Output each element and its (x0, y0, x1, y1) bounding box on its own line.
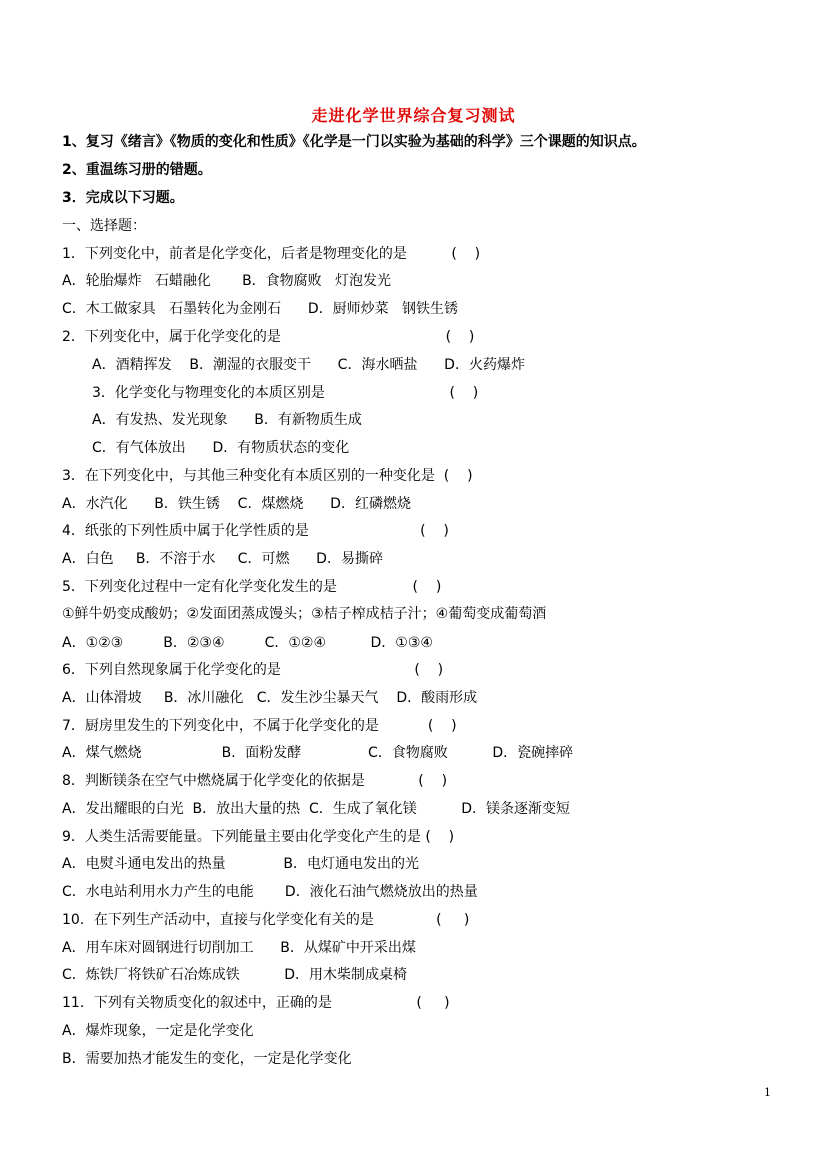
option-line: A．水汽化 B．铁生锈 C．煤燃烧 D．红磷燃烧 (62, 496, 411, 512)
question-line: 9．人类生活需要能量。下列能量主要由化学变化产生的是 ( ) (62, 829, 455, 845)
option-line: A．发出耀眼的白光 B．放出大量的热 C．生成了氧化镁 D．镁条逐渐变短 (62, 801, 571, 817)
question-line: 1．下列变化中，前者是化学变化，后者是物理变化的是 ( ) (62, 246, 481, 262)
instruction-3: 3．完成以下习题。 (62, 190, 184, 206)
option-line: B．需要加热才能发生的变化，一定是化学变化 (62, 1051, 352, 1067)
option-line: C．炼铁厂将铁矿石冶炼成铁 D．用木柴制成桌椅 (62, 967, 408, 983)
option-line: A．酒精挥发 B．潮湿的衣服变干 C．海水晒盐 D．火药爆炸 (92, 357, 525, 373)
option-line: A．轮胎爆炸 石蜡融化 B．食物腐败 灯泡发光 (62, 273, 392, 289)
question-line: 2．下列变化中，属于化学变化的是 ( ) (62, 329, 475, 345)
question-line: 3．在下列变化中，与其他三种变化有本质区别的一种变化是 ( ) (62, 468, 473, 484)
option-line: A．煤气燃烧 B．面粉发酵 C．食物腐败 D．瓷碗摔碎 (62, 745, 574, 761)
option-line: A．①②③ B．②③④ C．①②④ D．①③④ (62, 635, 433, 651)
option-line: A．有发热、发光现象 B．有新物质生成 (92, 412, 362, 428)
question-line: 10．在下列生产活动中，直接与化学变化有关的是 ( ) (62, 912, 470, 928)
section-heading: 一、选择题： (62, 218, 146, 234)
option-line: A．山体滑坡 B．冰川融化 C．发生沙尘暴天气 D．酸雨形成 (62, 690, 478, 706)
instruction-2: 2、重温练习册的错题。 (62, 162, 212, 178)
document-title: 走进化学世界综合复习测试 (311, 106, 516, 125)
question-line: 3．化学变化与物理变化的本质区别是 ( ) (92, 385, 479, 401)
option-line: A．爆炸现象，一定是化学变化 (62, 1023, 254, 1039)
question-line: 4．纸张的下列性质中属于化学性质的是 ( ) (62, 523, 449, 539)
option-line: A．电熨斗通电发出的热量 B．电灯通电发出的光 (62, 856, 420, 872)
option-line: C．水电站利用水力产生的电能 D．液化石油气燃烧放出的热量 (62, 884, 478, 900)
question-line: 6．下列自然现象属于化学变化的是 ( ) (62, 662, 444, 678)
option-line: C．有气体放出 D．有物质状态的变化 (92, 440, 350, 456)
option-line: C．木工做家具 石墨转化为金刚石 D．厨师炒菜 钢铁生锈 (62, 301, 458, 317)
option-line: A．白色 B．不溶于水 C．可燃 D．易撕碎 (62, 551, 383, 567)
option-line: A．用车床对圆钢进行切削加工 B．从煤矿中开采出煤 (62, 940, 416, 956)
instruction-1: 1、复习《绪言》《物质的变化和性质》《化学是一门以实验为基础的科学》三个课题的知识点。 (62, 134, 646, 150)
question-line: 5．下列变化过程中一定有化学变化发生的是 ( ) (62, 579, 442, 595)
statement-line: ①鲜牛奶变成酸奶；②发面团蒸成馒头；③桔子榨成桔子汁；④葡萄变成葡萄酒 (62, 606, 547, 622)
question-line: 8．判断镁条在空气中燃烧属于化学变化的依据是 ( ) (62, 773, 448, 789)
question-line: 7．厨房里发生的下列变化中，不属于化学变化的是 ( ) (62, 718, 457, 734)
page-number: 1 (764, 1086, 771, 1099)
question-line: 11．下列有关物质变化的叙述中，正确的是 ( ) (62, 995, 450, 1011)
